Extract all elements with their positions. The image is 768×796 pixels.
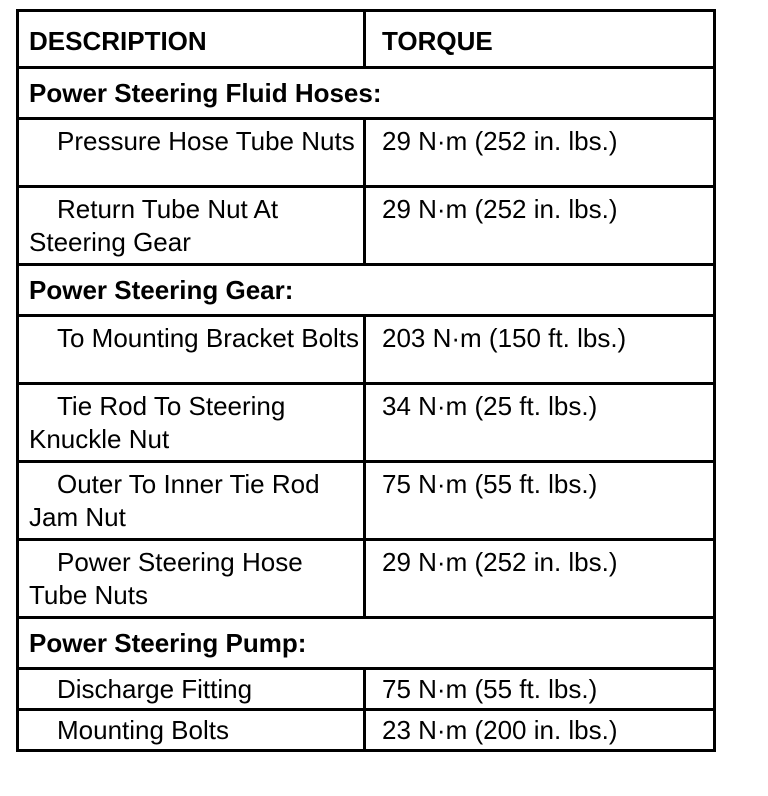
row-torque: 29 N·m (252 in. lbs.) [365,540,715,618]
section-header-row [18,265,715,316]
table-header-row [18,11,715,68]
row-torque: 29 N·m (252 in. lbs.) [365,119,715,187]
row-description-text: Discharge Fitting [57,674,253,704]
row-torque: 23 N·m (200 in. lbs.) [365,710,715,751]
row-description-text: Power Steering Hose Tube Nuts [29,547,303,610]
section-title-steering-pump: Power Steering Pump: [18,618,715,669]
row-description [18,669,365,710]
row-description-text: Mounting Bolts [57,715,229,745]
row-torque: 75 N·m (55 ft. lbs.) [365,462,715,540]
row-description-text: Pressure Hose Tube Nuts [57,126,355,156]
row-torque: 75 N·m (55 ft. lbs.) [365,669,715,710]
description-column-header: DESCRIPTION [18,11,365,68]
row-description-text: Return Tube Nut At Steering Gear [29,194,279,257]
section-title-fluid-hoses: Power Steering Fluid Hoses: [18,68,715,119]
row-description-text: Tie Rod To Steering Knuckle Nut [29,391,286,454]
row-torque: 34 N·m (25 ft. lbs.) [365,384,715,462]
torque-column-header: TORQUE [365,11,715,68]
torque-specification-table [16,9,716,752]
row-description [18,119,365,187]
row-description [18,316,365,384]
table-row [18,540,715,618]
row-description-text: Outer To Inner Tie Rod Jam Nut [29,469,320,532]
section-header-row [18,68,715,119]
row-description-text: To Mounting Bracket Bolts [57,323,360,353]
row-description [18,187,365,265]
section-title-steering-gear: Power Steering Gear: [18,265,715,316]
table-row [18,669,715,710]
table-row [18,187,715,265]
row-description [18,384,365,462]
section-header-row [18,618,715,669]
row-torque: 29 N·m (252 in. lbs.) [365,187,715,265]
table-row [18,384,715,462]
table-row [18,710,715,751]
table-row [18,316,715,384]
row-torque: 203 N·m (150 ft. lbs.) [365,316,715,384]
row-description [18,462,365,540]
table-row [18,119,715,187]
row-description [18,540,365,618]
row-description [18,710,365,751]
table-row [18,462,715,540]
